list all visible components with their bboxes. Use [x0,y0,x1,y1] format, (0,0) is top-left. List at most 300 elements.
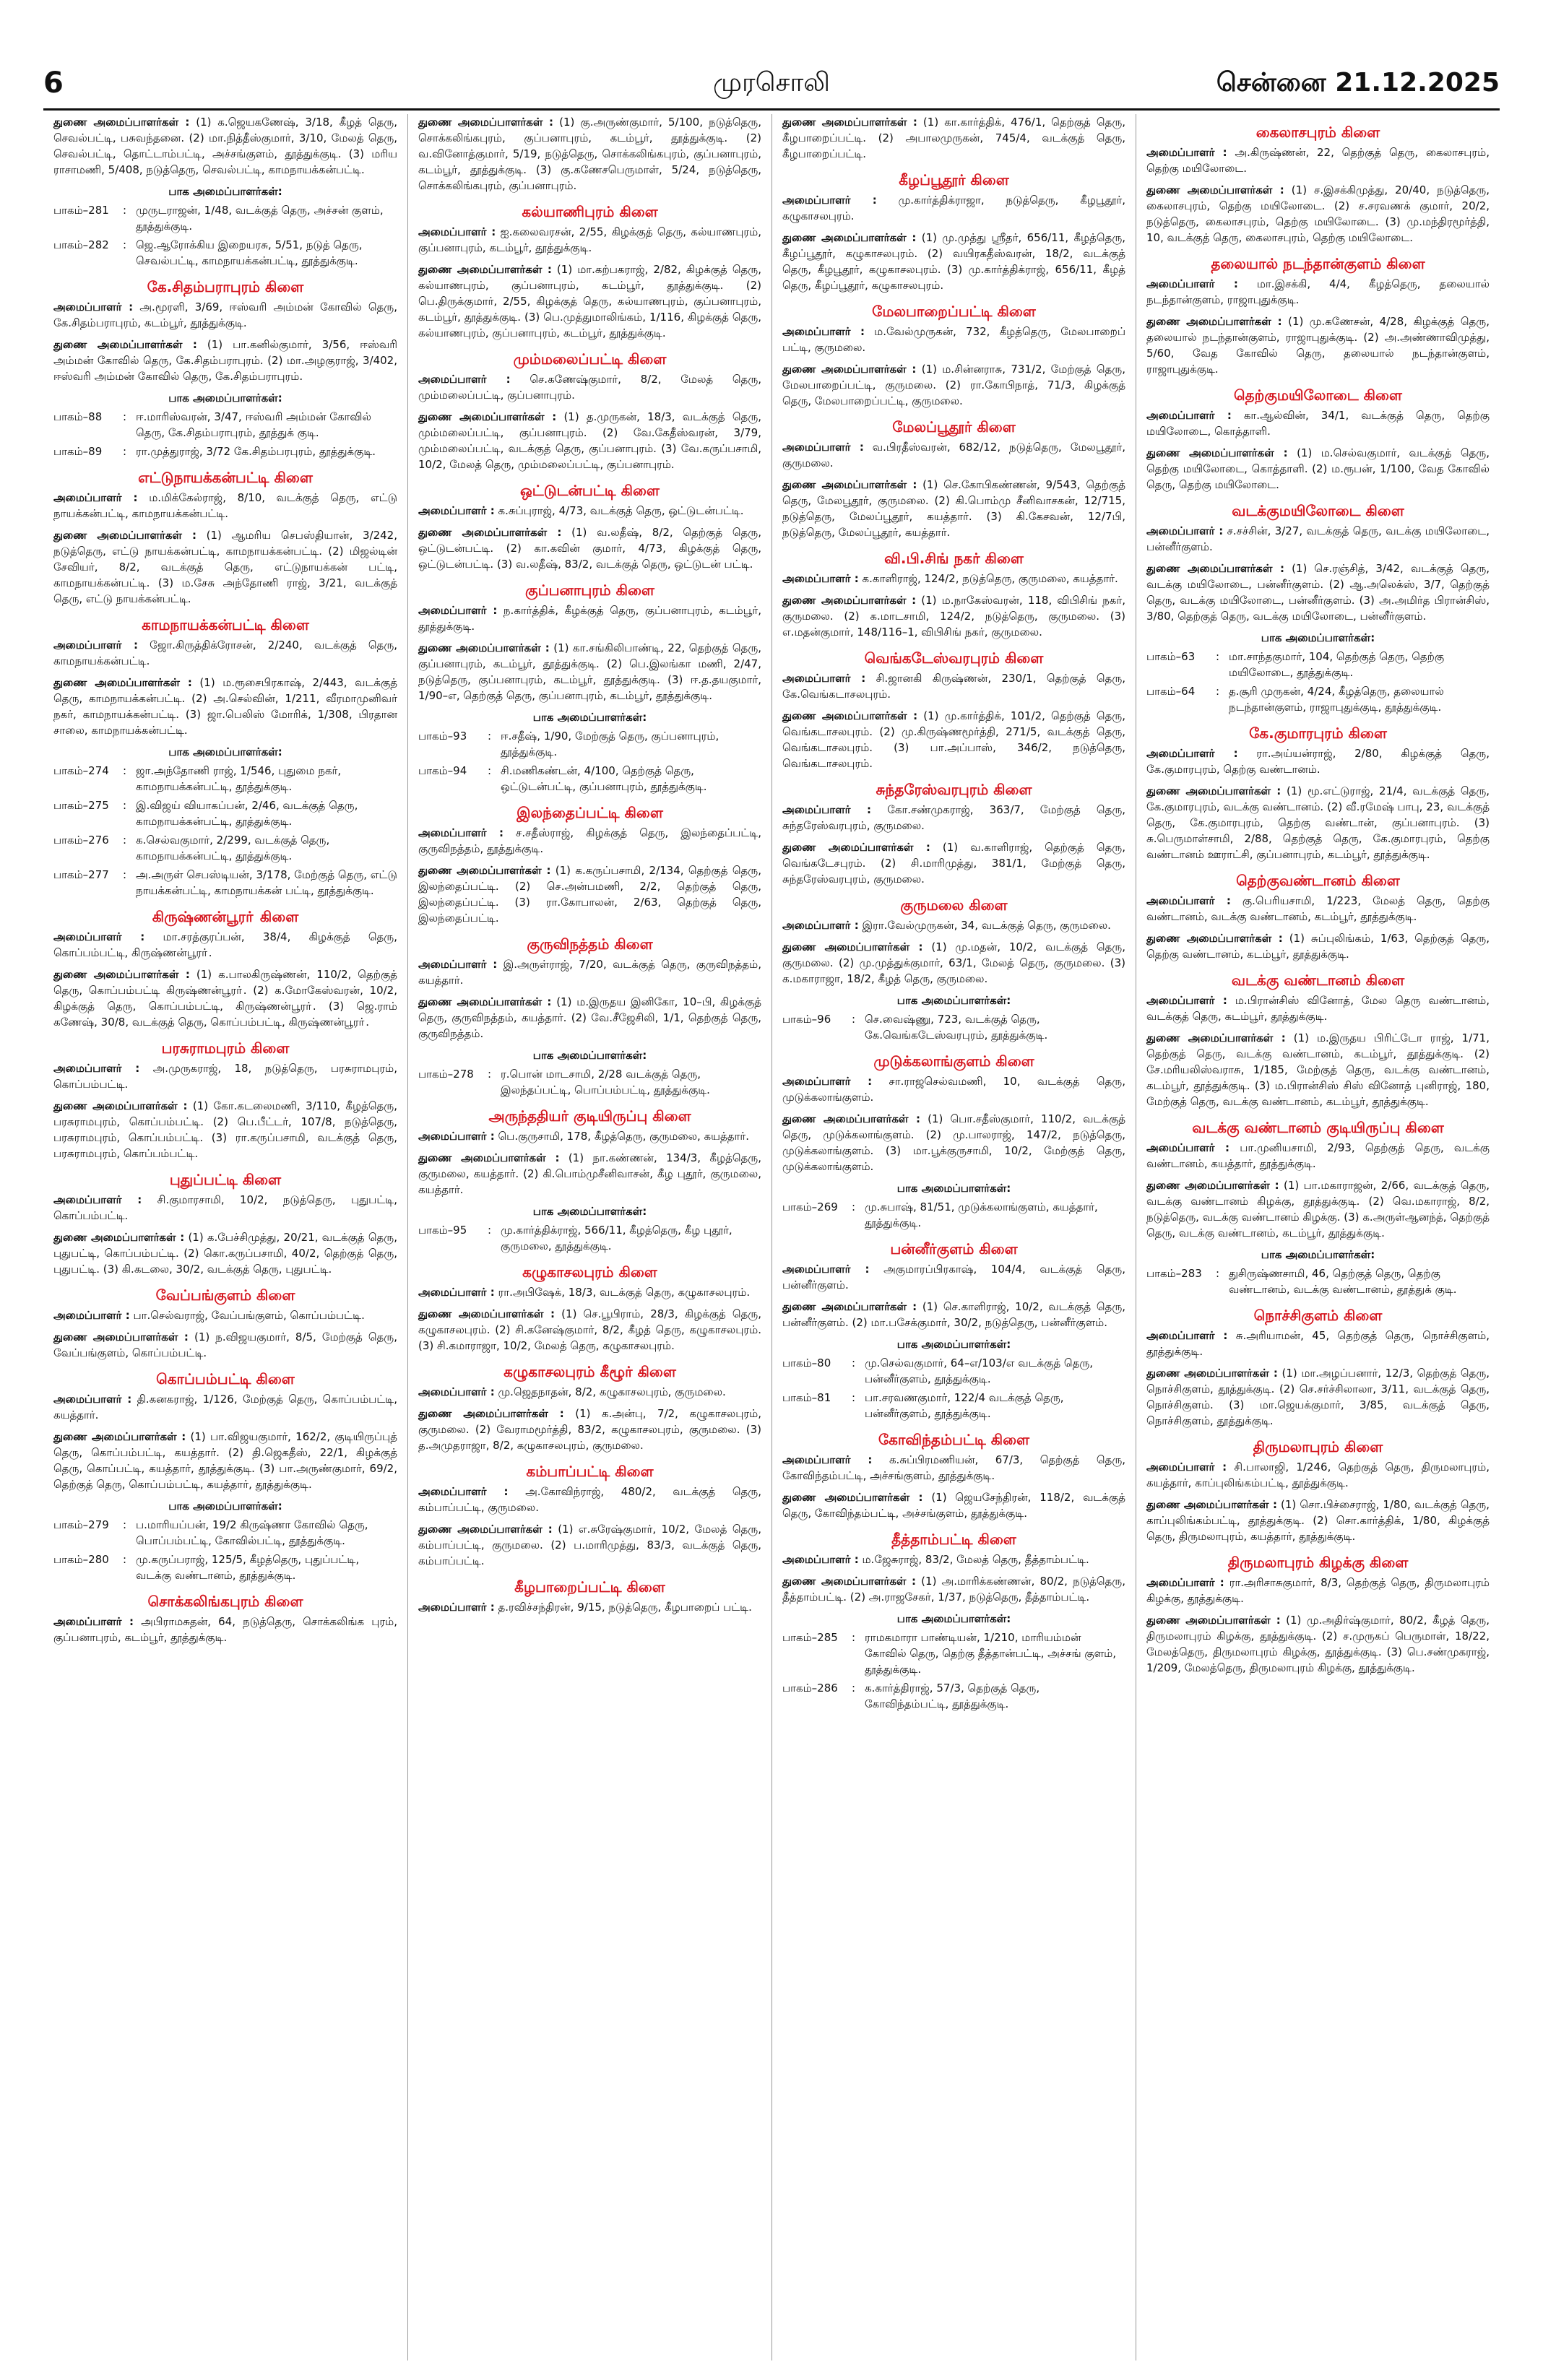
assistant-names: (1) ம.இருதய பிரிட்டோ ராஜ், 1/71, தெற்குத் தெரு, வடக்கு வண்டானம், கடம்பூர், தூத்துக்குடி. (2) சே.மரியலிஸ்வராசு, 1/185, மேற்குத் தெரு, வடக்கு வண்டானம், கடம்பூர், தூத்துக்குடி. (3) ம.பிரான்சிஸ் சிஸ் வினோத் புனிராஜ், 180, மேற்குத் தெரு, வடக்கு வண்டானம், கடம்பூர், தூத்துக்குடி. [1146,1031,1490,1108]
secretary-label: அமைப்பாளர் : [53,1062,140,1075]
booth-row [1146,683,1490,715]
secretary-entry [418,602,761,634]
secretary-label: அமைப்பாளர் : [782,1553,859,1566]
assistant-label: துணை அமைப்பாளர்கள் : [418,1407,564,1420]
assistant-label: துணை அமைப்பாளர்கள் : [1146,784,1281,797]
branch-section [418,579,761,795]
assistant-entry [53,966,397,1030]
booth-colon: : [123,238,127,251]
branch-section [782,169,1125,293]
secretary-name: ம.பிரான்சிஸ் வினோத், மேல தெரு வண்டானம், வடக்குத் தெரு, கடம்பூர், தூத்துக்குடி. [1146,994,1490,1023]
booth-person: ராமகமாரா பாண்டியன், 1/210, மாரியம்மன் கோவில் தெரு, தெற்கு தீத்தான்பட்டி, அச்சங் குளம், தூத்துக்குடி. [865,1631,1116,1676]
branch-section [418,1105,761,1254]
assistant-names: (1) மா.அழப்பனார், 12/3, தெற்குத் தெரு, நொச்சிகுளம், தூத்துக்குடி. (2) செ.சர்ச்சிலாலா, 3/11, வடக்குத் தெரு, நொச்சிகுளம். (3) மா.ஜெயக்குமார், 3/85, வடக்குத் தெரு, நொச்சிகுளம், தூத்துக்குடி. [1146,1367,1490,1427]
assistant-names: (1) வ.காளிராஜ், தெற்குத் தெரு, வெங்கடேசபுரம். (2) சி.மாரிமுத்து, 381/1, மேற்குத் தெரு, சுந்தரேஸ்வரபுரம், குருமலை. [782,841,1125,886]
secretary-label: அமைப்பாளர் : [53,1615,134,1628]
secretary-entry [1146,276,1490,308]
assistant-label: துணை அமைப்பாளர்கள் : [782,1575,917,1588]
secretary-name: சி.பாலாஜி, 1/246, தெற்குத் தெரு, திருமலாபுரம், கயத்தார், காப்புலிங்கம்பட்டி, தூத்துக்குடி. [1146,1461,1490,1489]
assistant-label: துணை அமைப்பாளர்கள் : [418,864,551,877]
booth-number: பாகம்–80 [782,1356,831,1369]
booth-number: பாகம்–279 [53,1518,109,1531]
booth-number: பாகம்–94 [418,764,467,777]
branch-section [53,1368,397,1583]
assistant-entry [53,1329,397,1361]
secretary-label: அமைப்பாளர் : [782,1453,873,1466]
branch-section [782,114,1125,162]
secretary-name: சு.அரியாமன், 45, தெற்குத் தெரு, நொச்சிகுளம், தூத்துக்குடி. [1146,1329,1490,1358]
assistant-entry [782,1111,1125,1174]
secretary-entry [1146,1575,1490,1606]
assistant-label: துணை அமைப்பாளர்கள் : [782,116,917,129]
booth-number: பாகம்–286 [782,1682,838,1695]
assistant-names: (1) மா.கற்பகராஜ், 2/82, கிழக்குத் தெரு, கல்யாணபுரம், குப்பனாபுரம், கடம்பூர், தூத்துக்குடி. (2) பெ.திருக்குமார், 2/55, கிழக்குத் தெரு, கல்யாணபுரம், குப்பனாபுரம், கடம்பூர், தூத்துக்குடி. (3) பெ.முத்துமாலிங்கம், 1/116, கிழக்குத் தெரு, கல்யாணபுரம், குப்பனாபுரம், கடம்பூர், தூத்துக்குடி. [418,263,761,339]
branch-heading: சுந்தரேஸ்வரபுரம் கிளை [876,781,1032,798]
assistant-entry [782,1299,1125,1330]
booth-number: பாகம்–88 [53,410,103,423]
assistant-names: (1) மு.முத்து ஸ்ரீதர், 656/11, கீழத்தெரு, கீழப்பூதூர், கழுகாசலபுரம். (2) வயிரகதீஸ்வரன், 18/2, வடக்குத் தெரு, கீழபூதூர், கழுகாசலபுரம். (3) மு.கார்த்திக்ராஜ், 656/11, கீழத் தெரு, கீழப்பூதூர், கழுகாசலபுரம். [782,231,1125,292]
assistant-entry [782,839,1125,887]
assistant-label: துணை அமைப்பாளர்கள் : [782,709,918,722]
secretary-entry [782,670,1125,702]
assistant-names: (1) ம.சின்னராசு, 731/2, மேற்குத் தெரு, மேலபாறைப்பட்டி, குருமலை. (2) ரா.கோபிநாத், 71/3, கிழக்குத் தெரு, மேலபாறைப்பட்டி, குருமலை. [782,363,1125,407]
secretary-name: ஜோ.கிருத்திக்ரோசன், 2/240, வடக்குத் தெரு, காமநாயக்கன்பட்டி. [53,639,397,667]
booth-row [782,1199,1125,1231]
booth-row [53,797,397,829]
booth-number: பாகம்–283 [1146,1267,1202,1280]
booth-number: பாகம்–285 [782,1631,838,1644]
column-2 [407,114,772,2360]
secretary-label: அமைப்பாளர் : [782,572,859,585]
secretary-entry [1146,893,1490,925]
assistant-names: (1) க.கருப்பசாமி, 2/134, தெற்குத் தெரு, இலந்தைப்பட்டி. (2) செ.அன்பமணி, 2/2, தெற்குத் தெரு, இலந்தைப்பட்டி. (3) ரா.கோபாலன், 2/63, தெற்குத் தெரு, இலந்தைப்பட்டி. [418,864,761,925]
branch-heading: பரசுராமபுரம் கிளை [161,1039,290,1057]
assistant-entry [1146,1612,1490,1676]
booth-subheading: பாக அமைப்பாளர்கள்: [1261,631,1375,644]
branch-section [1146,1552,1490,1676]
assistant-names: (1) பா.மகாராஜன், 2/66, வடக்குத் தெரு, வடக்கு வண்டானம் கிழக்கு, தூத்துக்குடி. (2) வெ.மகாராஜ், 8/2, நடுத்தெரு, வடக்கு வண்டானம் கிழக்கு. (3) க.அருள்ஆனந்த், தெற்குத் தெரு, வடக்கு வண்டானம், கடம்பூர், தூத்துக்குடி. [1146,1179,1490,1239]
booth-colon: : [123,834,127,847]
assistant-label: துணை அமைப்பாளர்கள் : [782,1300,917,1313]
secretary-entry [1146,992,1490,1024]
booth-colon: : [488,1224,492,1237]
booth-row [53,1552,397,1583]
booth-row [782,1390,1125,1421]
secretary-entry [53,1391,397,1423]
booth-number: பாகம்–269 [782,1200,838,1213]
secretary-name: அ.முருகராஜ், 18, நடுத்தெரு, பரசுராமபுரம், கொப்பம்பட்டி. [53,1062,397,1091]
branch-heading: கழுகாசலபுரம் கீழூர் கிளை [503,1363,676,1380]
secretary-entry [418,1599,761,1615]
assistant-entry [1146,783,1490,862]
assistant-names: (1) ஜெயசேந்திரன், 118/2, வடக்குத் தெரு, கோவிந்தம்பட்டி, அச்சங்குளம், தூத்துக்குடி. [782,1491,1125,1520]
branch-heading: திருமலாபுரம் கிழக்கு கிளை [1227,1554,1409,1571]
booth-person: ஈ.சதீஷ், 1/90, மேற்குத் தெரு, குப்பனாபுரம், தூத்துக்குடி. [501,730,719,758]
branch-section [53,1591,397,1645]
assistant-entry [418,114,761,194]
secretary-entry [782,1261,1125,1293]
branch-section [782,894,1125,1043]
secretary-name: வ.பிரதீஸ்வரன், 682/12, நடுத்தெரு, மேலபூதூர், குருமலை. [782,441,1125,469]
booth-subheading: பாக அமைப்பாளர்கள்: [168,391,282,404]
booth-row [782,1355,1125,1387]
branch-section [1146,969,1490,1109]
assistant-label: துணை அமைப்பாளர்கள் : [53,1099,188,1112]
booth-number: பாகம்–281 [53,204,109,217]
branch-heading: பன்னீர்குளம் கிளை [890,1240,1018,1258]
assistant-entry [418,1306,761,1354]
branch-section [1146,1436,1490,1544]
secretary-label: அமைப்பாளர் : [782,325,865,338]
assistant-entry [1146,445,1490,493]
secretary-entry [53,929,397,961]
booth-person: முருடராஜன், 1/48, வடக்குத் தெரு, அச்சன் குளம், தூத்துக்குடி. [136,204,384,233]
branch-heading: தீத்தாம்பட்டி கிளை [891,1531,1016,1548]
branch-heading: கீழப்பூதூர் கிளை [899,171,1009,189]
assistant-names: (1) எ.சுரேஷ்குமார், 10/2, மேலத் தெரு, கம்பாப்பட்டி, குருமலை. (2) ப.மாரிமுத்து, 83/3, வடக்குத் தெரு, கம்பாப்பட்டி. [418,1523,761,1567]
newspaper-name: முரசொலி [713,68,830,98]
assistant-label: துணை அமைப்பாளர்கள் : [1146,932,1283,945]
secretary-label: அமைப்பாளர் : [418,1286,495,1299]
branch-heading: மேலபாறைப்பட்டி கிளை [872,303,1036,320]
assistant-label: துணை அமைப்பாளர்கள் : [782,478,917,491]
branch-section [53,1037,397,1161]
branch-section [418,802,761,926]
assistant-label: துணை அமைப்பாளர்கள் : [418,410,557,423]
assistant-entry [1146,930,1490,962]
assistant-entry [418,261,761,341]
secretary-name: கோ.சண்முகராஜ், 363/7, மேற்குத் தெரு, சுந்தரேஸ்வரபுரம், குருமலை. [782,803,1125,832]
assistant-label: துணை அமைப்பாளர்கள் : [53,1231,185,1244]
booth-row [782,1680,1125,1712]
assistant-names: (1) மு.அதிர்ஷ்குமார், 80/2, கீழத் தெரு, திருமலாபுரம் கிழக்கு, தூத்துக்குடி. (2) ச.முருகப் பெருமாள், 18/22, மேலத்தெரு, திருமலாபுரம் கிழக்கு, தூத்துக்குடி. (3) பெ.சண்முகராஜ், 1/209, மேலத்தெரு, திருமலாபுரம் கிழக்கு, தூத்துக்குடி. [1146,1614,1490,1674]
assistant-label: துணை அமைப்பாளர்கள் : [53,968,190,981]
booth-subheading: பாக அமைப்பாளர்கள்: [168,1500,282,1513]
branch-heading: குப்பனாபுரம் கிளை [525,581,654,599]
assistant-entry [53,527,397,607]
booth-person: சி.மணிகண்டன், 4/100, தெற்குத் தெரு, ஒட்டுடன்பட்டி, குப்பனாபுரம், தூத்துக்குடி. [501,764,707,793]
booth-subheading: பாக அமைப்பாளர்கள்: [532,1205,647,1218]
booth-row [53,237,397,269]
secretary-label: அமைப்பாளர் : [782,919,859,932]
assistant-label: துணை அமைப்பாளர்கள் : [418,263,552,276]
assistant-names: (1) பொ.சதீஸ்குமார், 110/2, வடக்குத் தெரு, முடுக்கலாங்குளம். (2) மு.பாலராஜ், 147/2, நடுத்தெரு, முடுக்கலாங்குளம். (3) மா.பூக்குருசாமி, 10/2, மேற்குத் தெரு, முடுக்கலாங்குளம். [782,1112,1125,1173]
branch-heading: வி.பி.சிங் நகர் கிளை [884,550,1024,567]
booth-number: பாகம்–93 [418,730,467,743]
booth-person: மு.கார்த்திக்ராஜ், 566/11, கீழத்தெரு, கீழ புதூர், குருமலை, தூத்துக்குடி. [501,1224,732,1252]
secretary-label: அமைப்பாளர் : [782,1075,873,1088]
secretary-name: ஐ.கலைவரசன், 2/55, கிழக்குத் தெரு, கல்யாணபுரம், குப்பனாபுரம், கடம்பூர், தூத்துக்குடி. [418,225,761,254]
secretary-label: அமைப்பாளர் : [418,225,496,238]
secretary-name: ரா.அபிஷேக், 18/3, வடக்குத் தெரு, கழுகாசலபுரம். [498,1286,751,1299]
assistant-names: (1) க.அன்பு, 7/2, கழுகாசலபுரம், குருமலை. (2) வேராமமூர்த்தி, 83/2, கழுகாசலபுரம், குருமலை. (3) த.அமுதராஜா, 8/2, கழுகாசலபுரம், குருமலை. [418,1407,761,1452]
assistant-entry [418,994,761,1042]
booth-person: பா.சரவணகுமார், 122/4 வடக்குத் தெரு, பன்னீர்குளம், தூத்துக்குடி. [865,1391,1064,1420]
booth-person: ஈ.மாரிஸ்வரன், 3/47, ஈஸ்வரி அம்மன் கோவில் தெரு, கே.சிதம்பராபுரம், தூத்துக் குடி. [136,410,371,439]
branch-heading: கொப்பம்பட்டி கிளை [156,1370,295,1388]
assistant-label: துணை அமைப்பாளர்கள் : [418,526,562,539]
branch-heading: புதுப்பட்டி கிளை [169,1171,282,1188]
secretary-label: அமைப்பாளர் : [53,1309,130,1322]
secretary-name: அகுமாரப்பிரகாஷ், 104/4, வடக்குத் தெரு, பன்னீர்குளம். [782,1263,1125,1291]
assistant-label: துணை அமைப்பாளர்கள் : [53,1330,189,1343]
secretary-label: அமைப்பாளர் : [1146,1329,1228,1342]
assistant-label: துணை அமைப்பாளர்கள் : [53,116,190,129]
branch-heading: அருந்ததியர் குடியிருப்பு கிளை [488,1107,691,1125]
secretary-name: கு.பெரியசாமி, 1/223, மேலத் தெரு, தெற்கு வண்டானம், வடக்கு வண்டானம், கடம்பூர், தூத்துக்குடி. [1146,894,1490,923]
assistant-names: (1) மூ.எட்டுராஜ், 21/4, வடக்குத் தெரு, கே.குமாரபுரம், வடக்கு வண்டானம். (2) வீ.ரமேஷ் பாபு, 23, வடக்குத் தெரு, கே.குமாரபுரம், தெற்கு வண்டான், குப்பனாபுரம். (3) சு.பெருமாள்சாமி, 2/88, தெற்குத் தெரு, கே.குமாரபுரம், தெற்கு வண்டானம் ஊராட்சி, குப்பனாபுரம், கடம்பூர், தூத்துக்குடி. [1146,784,1490,861]
assistant-entry [1146,561,1490,624]
secretary-entry [53,1192,397,1224]
branch-heading: நொச்சிகுளம் கிளை [1253,1307,1383,1324]
booth-number: பாகம்–96 [782,1013,831,1026]
secretary-label: அமைப்பாளர் : [1146,1461,1227,1474]
secretary-entry [782,439,1125,471]
branch-heading: வடக்குமயிலோடை கிளை [1232,502,1404,519]
assistant-label: துணை அமைப்பாளர்கள் : [782,1112,921,1125]
secretary-entry [782,1073,1125,1105]
booth-colon: : [1216,685,1220,698]
secretary-label: அமைப்பாளர் : [1146,1576,1224,1589]
booth-subheading: பாக அமைப்பாளர்கள்: [896,1182,1011,1195]
branch-heading: கம்பாப்பட்டி கிளை [526,1463,654,1480]
secretary-name: அ.கோவிந்ராஜ், 480/2, வடக்குத் தெரு, கம்பாப்பட்டி, குருமலை. [418,1485,761,1514]
booth-person: த.சூரி முருகன், 4/24, கீழத்தெரு, தலையால் நடந்தான்குளம், ராஜாபுதுக்குடி, தூத்துக்குடி. [1229,685,1444,714]
secretary-name: பெ.குருசாமி, 178, கீழத்தெரு, குருமலை, கயத்தார். [498,1130,749,1143]
booth-colon: : [123,799,127,812]
booth-subheading: பாக அமைப்பாளர்கள்: [896,1612,1011,1625]
assistant-names: (1) த.முருகன், 18/3, வடக்குத் தெரு, மும்மலைப்பட்டி, குப்பனாபுரம். (2) வே.கேதீஸ்வரன், 3/79, மும்மலைப்பட்டி, வடக்குத் தெரு, குப்பனாபுரம். (3) வே.கருப்பசாமி, 10/2, மேலத் தெரு, மும்மலைப்பட்டி, குப்பனாபுரம். [418,410,761,471]
assistant-label: துணை அமைப்பாளர்கள் : [418,1523,553,1536]
booth-colon: : [123,1518,127,1531]
secretary-entry [1146,144,1490,176]
assistant-label: துணை அமைப்பாளர்கள் : [1146,1614,1281,1627]
booth-number: பாகம்–277 [53,868,109,881]
secretary-label: அமைப்பாளர் : [1146,146,1227,159]
secretary-name: மு.ஜெதநாதன், 8/2, கழுகாசலபுரம், குருமலை. [498,1385,726,1398]
branch-section [782,647,1125,771]
booth-colon: : [852,1013,856,1026]
branch-section [418,480,761,572]
secretary-name: அ.கிருஷ்ணன், 22, தெற்குத் தெரு, கைலாசபுரம், தெற்கு மயிலோடை. [1146,146,1490,175]
assistant-entry [418,524,761,572]
booth-row [53,867,397,899]
booth-person: ப.மாரியப்பன், 19/2 கிருஷ்ணா கோவில் தெரு, பொப்பம்பட்டி, கோவில்பட்டி, தூத்துக்குடி. [136,1518,368,1547]
secretary-label: அமைப்பாளர் : [53,1393,132,1406]
secretary-name: சி.குமாரசாமி, 10/2, நடுத்தெரு, புதுபட்டி, கொப்பம்பட்டி. [53,1193,397,1222]
branch-section [782,1528,1125,1712]
branch-section [418,348,761,472]
assistant-names: (1) ந.விஜயகுமார், 8/5, மேற்குத் தெரு, வேப்பங்குளம், கொப்பம்பட்டி. [53,1330,397,1359]
booth-person: மா.சாந்தகுமார், 104, தெற்குத் தெரு, தெற்கு மயிலோடை, தூத்துக்குடி. [1229,650,1445,679]
assistant-entry [1146,1497,1490,1544]
assistant-names: (1) பா.விஜயகுமார், 162/2, குடியிருப்புத் தெரு, கொப்பம்பட்டி, கயத்தார். (2) தி.ஜெகதீஸ், 22/1, கிழக்குத் தெரு, கொப்பட்டி, கயத்தார், தூத்துக்குடி. (3) பா.அருண்குமார், 69/2, தெற்குத் தெரு, கொப்பம்பட்டி, கயத்தார், தூத்துக்குடி. [53,1430,397,1491]
booth-row [418,1222,761,1254]
assistant-names: (1) கோ.கடலைமணி, 3/110, கீழத்தெரு, பரசுராமபுரம், கொப்பம்பட்டி. (2) பெ.பீட்டர், 107/8, நடுத்தெரு, பரசுராமபுரம், கொப்பம்பட்டி. (3) ரா.கருப்பசாமி, வடக்குத் தெரு, பரசுராமபுரம், கொப்பம்பட்டி. [53,1099,397,1160]
secretary-entry [418,1484,761,1515]
secretary-name: அபிராமசுதன், 64, நடுத்தெரு, சொக்கலிங்க புரம், குப்பனாபுரம், கடம்பூர், தூத்துக்குடி. [53,1615,397,1644]
secretary-entry [782,1452,1125,1484]
secretary-label: அமைப்பாளர் : [782,803,872,816]
booth-person: ர.பொன் மாடசாமி, 2/28 வடக்குத் தெரு, இலந்தப்பட்டி, பொப்பம்பட்டி, தூத்துக்குடி. [501,1068,710,1096]
assistant-entry [1146,313,1490,377]
secretary-name: ம.வேல்முருகன், 732, கீழத்தெரு, மேலபாறைப் பட்டி, குருமலை. [782,325,1125,354]
secretary-label: அமைப்பாளர் : [53,1193,142,1206]
secretary-entry [1146,1140,1490,1172]
secretary-label: அமைப்பாளர் : [418,604,498,617]
booth-number: பாகம்–278 [418,1068,474,1081]
assistant-names: (1) மு.மதன், 10/2, வடக்குத் தெரு, குருமலை. (2) மு.முத்துக்குமார், 63/1, மேலத் தெரு, குருமலை. (3) க.மகாராஜா, 18/2, கீழத் தெரு, குருமலை. [782,940,1125,985]
booth-number: பாகம்–64 [1146,685,1196,698]
secretary-label: அமைப்பாளர் : [53,639,139,652]
assistant-label: துணை அமைப்பாளர்கள் : [418,1151,560,1164]
branch-section [53,614,397,899]
branch-section [782,1238,1125,1421]
branch-section [53,1284,397,1361]
branch-heading: சொக்கலிங்கபுரம் கிளை [147,1593,303,1610]
secretary-entry [418,1284,761,1300]
secretary-name: பா.செல்வராஜ், வேப்பங்குளம், கொப்பம்பட்டி. [133,1309,365,1322]
secretary-name: க.காளிராஜ், 124/2, நடுத்தெரு, குருமலை, கயத்தார். [862,572,1118,585]
branch-heading: கோவிந்தம்பட்டி கிளை [878,1431,1030,1448]
secretary-entry [782,571,1125,587]
booth-colon: : [852,1200,856,1213]
booth-person: மு.கருப்பராஜ், 125/5, கீழத்தெரு, புதுப்பட்டி, வடக்கு வண்டானம், தூத்துக்குடி. [136,1553,360,1582]
secretary-label: அமைப்பாளர் : [1146,1141,1230,1154]
branch-section [53,1169,397,1277]
booth-colon: : [123,1553,127,1566]
branch-heading: காமநாயக்கன்பட்டி கிளை [142,616,309,633]
branch-section [782,300,1125,409]
branch-heading: குருமலை கிளை [900,896,1008,914]
booth-colon: : [123,764,127,777]
booth-subheading: பாக அமைப்பாளர்கள்: [532,711,647,724]
assistant-entry [53,114,397,178]
branch-section [782,1429,1125,1521]
secretary-entry [53,299,397,331]
booth-person: செ.வைஷ்ணு, 723, வடக்குத் தெரு, கே.வெங்கடேஸ்வரபுரம், தூத்துக்குடி. [865,1013,1048,1042]
assistant-names: (1) செ.காளிராஜ், 10/2, வடக்குத் தெரு, பன்னீர்குளம். (2) மா.பசேக்குமார், 30/2, நடுத்தெரு, பன்னீர்குளம். [782,1300,1125,1329]
secretary-label: அமைப்பாளர் : [53,930,145,943]
booth-row [53,832,397,864]
secretary-entry [782,802,1125,834]
booth-number: பாகம்–274 [53,764,109,777]
assistant-label: துணை அமைப்பாளர்கள் : [418,995,552,1008]
booth-row [53,202,397,234]
branch-heading: கிருஷ்ணன்பூரா் கிளை [152,908,299,925]
branch-heading: மேலப்பூதூர் கிளை [892,418,1016,436]
branch-heading: முடுக்கலாங்குளம் கிளை [873,1052,1034,1070]
branch-section [418,114,761,194]
secretary-entry [782,917,1125,933]
assistant-label: துணை அமைப்பாளர்கள் : [1146,1367,1278,1380]
secretary-entry [418,1128,761,1144]
booth-person: ரா.முத்துராஜ், 3/72 கே.சிதம்பரபுரம், தூத்துக்குடி. [136,445,376,458]
secretary-entry [1146,407,1490,439]
booth-colon: : [488,1068,492,1081]
secretary-name: செ.கணேஷ்குமார், 8/2, மேலத் தெரு, மும்மலைப்பட்டி, குப்பனாபுரம். [418,373,761,402]
assistant-names: (1) செ.ரஞ்சித், 3/42, வடக்குத் தெரு, வடக்கு மயிலோடை, பன்னீர்குளம். (2) ஆ.அலெக்ஸ், 3/7, தெற்குத் தெரு, வடக்கு மயிலோடை, பன்னீர்குளம். (3) அ.அமிர்த பிரான்சிஸ், 3/80, தெற்குத் தெரு, வடக்கு மயிலோடை, பன்னீர்குளம். [1146,562,1490,623]
booth-row [53,763,397,795]
secretary-label: அமைப்பாளர் : [1146,277,1238,290]
booth-colon: : [1216,1267,1220,1280]
assistant-names: (1) ம.இருதய இனிகோ, 10–பி, கிழக்குத் தெரு, குருவிநத்தம், கயத்தார். (2) வே.சீஜேசிலி, 1/1, தெற்குத் தெரு, குருவிநத்தம். [418,995,761,1040]
secretary-name: ரா.அரிசாசுகுமார், 8/3, தெற்குத் தெரு, திருமலாபுரம் கிழக்கு, தூத்துக்குடி. [1146,1576,1490,1605]
secretary-entry [53,1060,397,1092]
booth-number: பாகம்–89 [53,445,103,458]
secretary-name: கா.ஆல்வின், 34/1, வடக்குத் தெரு, தெற்கு மயிலோடை, கொத்தாளி. [1146,409,1490,438]
booth-subheading: பாக அமைப்பாளர்கள்: [532,1049,647,1062]
assistant-label: துணை அமைப்பாளர்கள் : [418,1307,556,1320]
booth-colon: : [852,1356,856,1369]
branch-section [418,1576,761,1615]
booth-subheading: பாக அமைப்பாளர்கள்: [168,745,282,758]
secretary-entry [53,637,397,669]
branch-heading: குருவிநத்தம் கிளை [527,935,653,953]
secretary-entry [53,490,397,522]
secretary-entry [782,1552,1125,1567]
booth-colon: : [488,730,492,743]
secretary-label: அமைப்பாளர் : [418,1485,509,1498]
assistant-names: (1) க.பாலகிருஷ்ணன், 110/2, தெற்குத் தெரு, கொப்பம்பட்டி கிருஷ்ணன்பூரா். (2) க.மோகேஸ்வரன், 10/2, கிழக்குத் தெரு, கொப்பம்பட்டி, கிருஷ்ணன்பூரா். (3) ஜெ.ராம் கணேஷ், 30/8, வடக்குத் தெரு, கொப்பம்பட்டி, கிருஷ்ணன்பூரா். [53,968,397,1029]
branch-section [782,1050,1125,1231]
secretary-name: ம.மிக்கேல்ராஜ், 8/10, வடக்குத் தெரு, எட்டு நாயக்கன்பட்டி, காமநாயக்கன்பட்டி. [53,491,397,520]
booth-number: பாகம்–276 [53,834,109,847]
branch-heading: தெற்குமயிலோடை கிளை [1234,386,1402,404]
assistant-names: (1) நா.கண்ணன், 134/3, கீழத்தெரு, குருமலை, கயத்தார். (2) கி.பொம்முசீனிவாசன், கீழ புதூர், குருமலை, கயத்தார். [418,1151,761,1196]
assistant-entry [782,939,1125,987]
secretary-label: அமைப்பாளர் : [418,1385,495,1398]
assistant-entry [418,1521,761,1569]
booth-colon: : [123,410,127,423]
booth-number: பாகம்–81 [782,1391,831,1404]
branch-section [53,467,397,607]
assistant-names: (1) ம.ரூசைபிரகாஷ், 2/443, வடக்குத் தெரு, காமநாயக்கன்பட்டி. (2) அ.செல்வின், 1/211, வீரமாமுனிவர் நகர், காமநாயக்கன்பட்டி. (3) ஜா.பெலிஸ் மோரிக், 1/308, பிரதான சாலை, காமநாயக்கன்பட்டி. [53,676,397,737]
secretary-entry [418,956,761,988]
assistant-entry [418,1406,761,1453]
secretary-label: அமைப்பாளர் : [418,958,498,971]
assistant-label: துணை அமைப்பாளர்கள் : [418,641,550,654]
secretary-name: மா.சரத்குரப்பன், 38/4, கிழக்குத் தெரு, கொப்பம்பட்டி, கிருஷ்ணன்பூரா். [53,930,397,959]
assistant-label: துணை அமைப்பாளர்கள் : [782,363,917,376]
secretary-label: அமைப்பாளர் : [1146,409,1232,422]
booth-row [53,443,397,459]
booth-number: பாகம்–275 [53,799,109,812]
assistant-label: துணை அமைப்பாளர்கள் : [782,231,917,244]
booth-row [418,763,761,795]
booth-person: க.கார்த்திராஜ், 57/3, தெற்குத் தெரு, கோவிந்தம்பட்டி, தூத்துக்குடி. [865,1682,1040,1710]
booth-row [1146,649,1490,680]
assistant-entry [418,1150,761,1198]
column-4 [1136,114,1500,2360]
booth-colon: : [123,445,127,458]
assistant-names: (1) மு.கணேசன், 4/28, கிழக்குத் தெரு, தலையால் நடந்தான்குளம், ராஜாபுதுக்குடி. (2) அ.அண்ணாவிமுத்து, 5/60, வேத கோவில் தெரு, தலையால் நடந்தான்குளம், ராஜாபுதுக்குடி. [1146,315,1490,376]
branch-heading: திருமலாபுரம் கிளை [1253,1438,1383,1455]
booth-number: பாகம்–63 [1146,650,1196,663]
secretary-name: ந.கார்த்திக், கீழக்குத் தெரு, குப்பனாபுரம், கடம்பூர், தூத்துக்குடி. [418,604,761,633]
masthead-rule [43,108,1500,111]
branch-heading: மும்மலைப்பட்டி கிளை [513,350,667,368]
branch-section [418,933,761,1098]
secretary-entry [1146,1459,1490,1491]
secretary-name: மா.இசக்கி, 4/4, கீழத்தெரு, தலையால் நடந்தான்குளம், ராஜாபுதுக்குடி. [1146,277,1490,306]
secretary-label: அமைப்பாளர் : [418,826,503,839]
secretary-label: அமைப்பாளர் : [418,373,511,386]
masthead [43,64,1500,108]
assistant-entry [782,592,1125,640]
assistant-names: (1) வ.லதீஷ், 8/2, தெற்குத் தெரு, ஒட்டுடன்பட்டி. (2) கா.கவின் குமார், 4/73, கிழக்குத் தெரு, ஒட்டுடன்பட்டி. (3) வ.லதீஷ், 83/2, வடக்குத் தெரு, ஒட்டுடன் பட்டி. [418,526,761,571]
branch-section [53,276,397,459]
